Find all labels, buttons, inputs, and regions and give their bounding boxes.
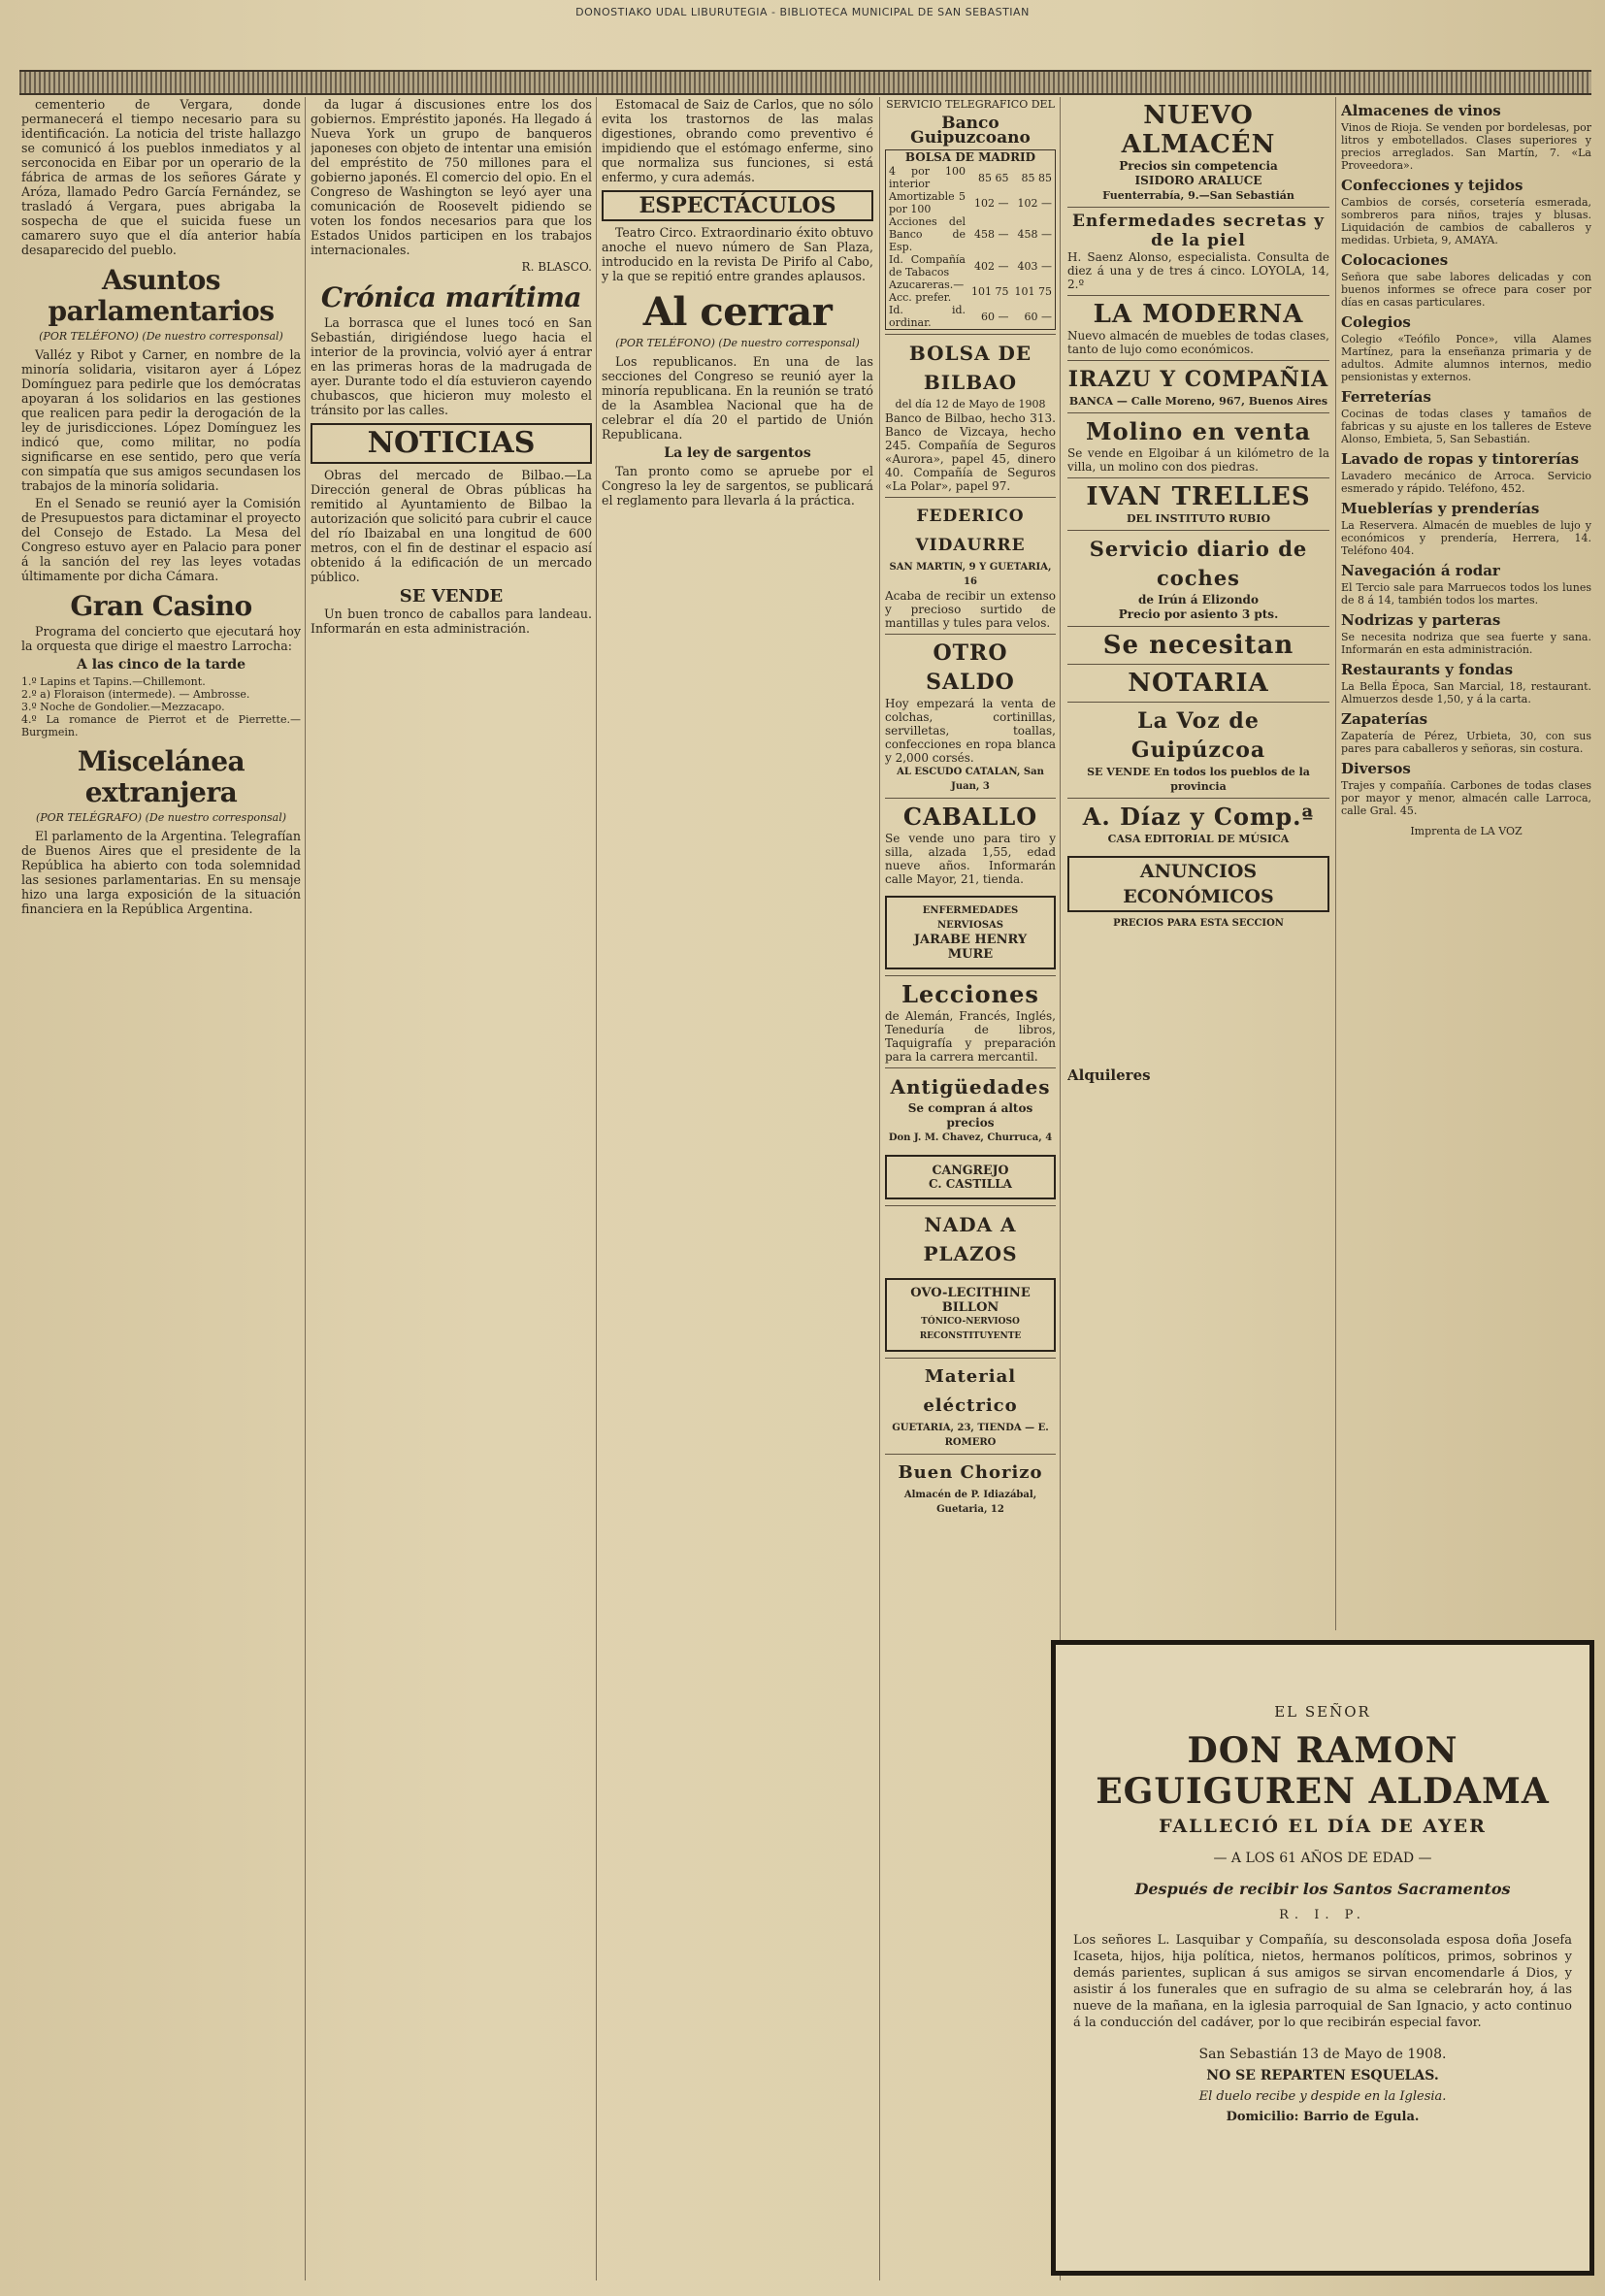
obituary-no-esquelas: NO SE REPARTEN ESQUELAS.	[1206, 2068, 1439, 2083]
classified-head: Mueblerías y prenderías	[1341, 500, 1540, 517]
program-item: 2.º a) Floraison (intermede). — Ambrosse.	[21, 688, 250, 701]
ad-title-molino: Molino en venta	[1086, 417, 1311, 445]
ad-address: Fuenterrabía, 9.—San Sebastián	[1102, 189, 1294, 202]
table-row: Acciones del Banco de Esp. 458 — 458 —	[889, 215, 1052, 253]
ad-title-ovo: OVO-LECITHINE BILLON	[910, 1286, 1031, 1315]
bank-quotes-table	[885, 149, 1056, 330]
imprenta-footer: Imprenta de LA VOZ	[1410, 825, 1523, 837]
classified-head: Restaurants y fondas	[1341, 661, 1514, 678]
ad-address: AL ESCUDO CATALAN, San Juan, 3	[897, 767, 1044, 792]
ad-title-lecciones: Lecciones	[901, 980, 1039, 1008]
section-subtitle: (POR TELÉGRAFO) (De nuestro corresponsal)	[35, 811, 287, 824]
jarabe-ad	[885, 896, 1056, 969]
article-text: da lugar á discusiones entre los dos gobiernos. Empréstito japonés. Ha llegado á Nueva York un grupo de banqueros japoneses con objeto de intentar una emisión del empréstito de 750 millones para el gobierno japonés. El comercio del opio. En el Congreso de Washington se leyó ayer una comunicación de Roosevelt pidiendo se voten los fondos necesarios para que los Estados Unidos participen en los trabajos internacionales.	[311, 97, 592, 257]
ad-title-ivan-trelles: IVAN TRELLES	[1086, 482, 1311, 511]
ad-text: H. Saenz Alonso, especialista. Consulta de diez á una y de tres á cinco. LOYOLA, 14, 2.º	[1067, 250, 1329, 291]
ad-subtitle: PRECIOS PARA ESTA SECCION	[1113, 918, 1284, 929]
ad-text: Se vende uno para tiro y silla, alzada 1,55, edad nueve años. Informarán calle Mayor, 21, tienda.	[885, 832, 1056, 886]
article-text: cementerio de Vergara, donde permanecerá el tiempo necesario para su identificación. La noticia del triste hallazgo se comunicó á los pueblos inmediatos y al serconocida en Eibar por un operario de la fábrica de armas de los señores Gárate y Aróza, llamado Pedro García Fernández, se trasladó á Vergara, pues abrigaba la sospecha de que el suicida fuese un camarero suyo que el día anterior había desaparecido del pueblo.	[21, 97, 301, 257]
column-2	[311, 97, 592, 2280]
ad-title-coches: Servicio diario de coches	[1089, 537, 1308, 590]
ad-subtitle: BANCA — Calle Moreno, 967, Buenos Aires	[1068, 395, 1328, 408]
ad-title-se-vende: SE VENDE	[399, 586, 504, 607]
library-header: DONOSTIAKO UDAL LIBURUTEGIA - BIBLIOTECA MUNICIPAL DE SAN SEBASTIAN	[575, 6, 1030, 18]
obituary-notice	[1051, 1640, 1594, 2276]
ad-text: Un buen tronco de caballos para landeau. Informarán en esta administración.	[311, 607, 592, 636]
ad-title-otro-saldo: OTRO SALDO	[926, 640, 1015, 695]
obituary-line: EL SEÑOR	[1274, 1703, 1371, 1721]
classified-text: Vinos de Rioja. Se venden por bordelesas, por litros y embotellados. Clases superiores y precios arreglados. San Martín, 7. «La Proveedora».	[1341, 121, 1591, 172]
article-text: Valléz y Ribot y Carner, en nombre de la minoría solidaria, visitaron ayer á López Domínguez para pedirle que los demócratas apoyaran á los solidarios en las gestiones que realicen para pedir la derogación de la ley de jurisdicciones. López Domínguez les indicó que, como militar, no podía significarse en ese sentido, pero que vería con simpatía que sus amigos secundasen los trabajos de la minoría solidaria.	[21, 347, 301, 493]
table-row: Amortizable 5 por 100 102 — 102 —	[889, 190, 1052, 215]
ad-text: Hoy empezará la venta de colchas, cortinillas, servilletas, toallas, confecciones en ropa blanca y 2,000 corsés.	[885, 697, 1056, 765]
obituary-name: DON RAMON EGUIGUREN ALDAMA	[1096, 1730, 1550, 1812]
table-row: Azucareras.—Acc. prefer. 101 75 101 75	[889, 279, 1052, 304]
masthead-rule	[19, 70, 1591, 95]
section-title-gran-casino: Gran Casino	[70, 590, 252, 622]
section-title-noticias: NOTICIAS	[311, 423, 592, 464]
banco-title: Banco Guipuzcoano	[910, 114, 1031, 148]
section-title-miscelanea: Miscelánea extranjera	[77, 745, 246, 808]
ad-price: Precio por asiento 3 pts.	[1118, 607, 1279, 621]
program-heading: A las cinco de la tarde	[76, 657, 246, 672]
ad-subtitle: de Irún á Elizondo	[1138, 593, 1259, 607]
ad-title-cangrejo: CANGREJO	[932, 1163, 1009, 1177]
subsection-title: La ley de sargentos	[664, 445, 811, 461]
ad-subtitle: SE VENDE En todos los pueblos de la provincia	[1087, 766, 1310, 793]
ad-title-diaz: A. Díaz y Comp.ª	[1082, 803, 1315, 831]
article-text: Programa del concierto que ejecutará hoy la orquesta que dirige el maestro Larrocha:	[21, 624, 301, 653]
ad-text: Se vende en Elgoibar á un kilómetro de la villa, un molino con dos piedras.	[1067, 446, 1329, 474]
classified-text: Trajes y compañía. Carbones de todas clases por mayor y menor, almacén calle Larroca, calle Gral. 45.	[1341, 779, 1591, 817]
article-text: Teatro Circo. Extraordinario éxito obtuvo anoche el nuevo número de San Plaza, introducido en la revista De Pirifo al Cabo, y la que se repitió entre grandes aplausos.	[602, 225, 873, 283]
column-1	[21, 97, 301, 2280]
section-subtitle: (POR TELÉFONO) (De nuestro corresponsal)	[615, 337, 860, 349]
section-subtitle: (POR TELÉFONO) (De nuestro corresponsal)	[39, 330, 283, 343]
obituary-age: — A LOS 61 AÑOS DE EDAD —	[1213, 1851, 1432, 1866]
classified-head: Almacenes de vinos	[1341, 102, 1501, 119]
classified-head: Colocaciones	[1341, 251, 1449, 269]
ad-subtitle: DEL INSTITUTO RUBIO	[1126, 512, 1271, 525]
program-item: 3.º Noche de Gondolier.—Mezzacapo.	[21, 701, 225, 713]
ad-title-notaria: NOTARIA	[1128, 669, 1269, 698]
ad-title-nada-plazos: NADA A PLAZOS	[923, 1213, 1018, 1265]
ad-title-enfermedades: Enfermedades secretas y de la piel	[1071, 212, 1326, 250]
article-text: Los republicanos. En una de las secciones del Congreso se reunió ayer la minoría republicana. En la reunión se trató de la Asamblea Nacional que ha de celebrar el día 20 el partido de Unión Republicana.	[602, 354, 873, 442]
section-title-espectaculos: ESPECTÁCULOS	[602, 190, 873, 221]
classified-head: Zapaterías	[1341, 710, 1428, 728]
ad-title-irazu: IRAZU Y COMPAÑIA	[1067, 367, 1329, 392]
obituary-died: FALLECIÓ EL DÍA DE AYER	[1159, 1816, 1487, 1837]
column-3	[602, 97, 873, 2280]
ad-subtitle: Se compran á altos precios	[907, 1101, 1033, 1130]
ad-address: GUETARIA, 23, TIENDA — E. ROMERO	[892, 1423, 1049, 1448]
obituary-duelo: El duelo recibe y despide en la Iglesia.	[1198, 2089, 1447, 2104]
cangrejo-ad	[885, 1155, 1056, 1199]
column-divider	[879, 97, 880, 2280]
ad-title-vidaurre: FEDERICO VIDAURRE	[915, 507, 1026, 555]
bolsa-bilbao-text: Banco de Bilbao, hecho 313. Banco de Vizcaya, hecho 245. Compañía de Seguros «Aurora», papel 45, dinero 40. Compañía de Seguros «La Polar», papel 97.	[885, 411, 1056, 493]
section-title-cronica: Crónica marítima	[320, 281, 582, 313]
classified-text: Se necesita nodriza que sea fuerte y sana. Informarán en esta administración.	[1341, 631, 1591, 656]
bolsa-bilbao-date: del día 12 de Mayo de 1908	[895, 398, 1046, 410]
classified-head: Navegación á rodar	[1341, 562, 1500, 579]
ad-subtitle: ENFERMEDADES NERVIOSAS	[922, 905, 1019, 931]
column-divider	[305, 97, 306, 2280]
article-signature: R. BLASCO.	[521, 260, 592, 274]
ad-title-se-necesitan: Se necesitan	[1102, 631, 1294, 660]
article-text: El parlamento de la Argentina. Telegrafían de Buenos Aires que el presidente de la República ha abierto con toda solemnidad las sesiones parlamentarias. En su mensaje hizo una larga exposición de la situación financiera en la República Argentina.	[21, 829, 301, 916]
table-row: Id. Compañía de Tabacos 402 — 403 —	[889, 253, 1052, 279]
ad-title-material: Material eléctrico	[923, 1366, 1018, 1416]
section-title-alquileres: Alquileres	[1067, 1066, 1151, 1084]
column-6	[1341, 97, 1591, 1630]
ad-subtitle: CASA EDITORIAL DE MÚSICA	[1107, 833, 1290, 845]
ad-title-nuevo-almacen: NUEVO ALMACÉN	[1121, 101, 1276, 159]
obituary-date: San Sebastián 13 de Mayo de 1908.	[1198, 2047, 1447, 2062]
obituary-domicilio: Domicilio: Barrio de Egula.	[1226, 2110, 1420, 2124]
classified-head: Ferreterías	[1341, 388, 1431, 406]
ad-text: Nuevo almacén de muebles de todas clases, tanto de lujo como económicos.	[1067, 329, 1329, 356]
classified-head: Colegios	[1341, 313, 1411, 331]
ad-subtitle: SAN MARTIN, 9 Y GUETARIA, 16	[889, 562, 1052, 587]
table-row: Id. id. ordinar. 60 — 60 —	[889, 304, 1052, 329]
ad-text: Acaba de recibir un extenso y precioso surtido de mantillas y tules para velos.	[885, 589, 1056, 630]
program-item: 4.º La romance de Pierrot et de Pierrette.—Burgmein.	[21, 713, 301, 738]
bolsa-madrid-heading: BOLSA DE MADRID	[904, 150, 1036, 164]
ad-title-la-moderna: LA MODERNA	[1093, 300, 1304, 329]
classified-text: La Reservera. Almacén de muebles de lujo y económicos y prendería, Herrera, 14. Teléfono 404.	[1341, 519, 1591, 557]
ad-subtitle: C. CASTILLA	[929, 1177, 1012, 1191]
section-title-asuntos: Asuntos parlamentarios	[48, 264, 275, 327]
servicio-heading: SERVICIO TELEGRAFICO DEL	[886, 98, 1055, 111]
classified-head: Lavado de ropas y tintorerías	[1341, 450, 1580, 468]
classified-text: Colegio «Teófilo Ponce», villa Alames Martínez, para la enseñanza primaria y de adultos. Admite alumnos internos, medio pensionistas y externos.	[1341, 333, 1591, 383]
ovo-ad	[885, 1278, 1056, 1352]
ad-text: de Alemán, Francés, Inglés, Teneduría de libros, Taquigrafía y preparación para la carrera mercantil.	[885, 1009, 1056, 1064]
obituary-sacraments: Después de recibir los Santos Sacramentos	[1134, 1880, 1511, 1898]
ad-subtitle: Precios sin competencia	[1119, 159, 1278, 173]
table-row: 4 por 100 interior 85 65 85 85	[889, 165, 1052, 190]
ad-address: Almacén de P. Idiazábal, Guetaria, 12	[903, 1490, 1037, 1515]
classified-text: Zapatería de Pérez, Urbieta, 30, con sus pares para caballeros y señoras, sin costura.	[1341, 730, 1591, 755]
classified-text: El Tercio sale para Marruecos todos los lunes de 8 á 14, también todos los martes.	[1341, 581, 1591, 607]
classified-text: Lavadero mecánico de Arroca. Servicio esmerado y rápido. Teléfono, 452.	[1341, 470, 1591, 495]
ad-title-jarabe: JARABE HENRY MURE	[913, 933, 1028, 962]
ad-owner: ISIDORO ARALUCE	[1134, 174, 1262, 187]
classified-text: Cocinas de todas clases y tamaños de fabricas y su ajuste en los talleres de Esteve Alonso, Embieta, 5, San Sebastián.	[1341, 408, 1591, 445]
column-divider	[596, 97, 597, 2280]
ad-title-chorizo: Buen Chorizo	[898, 1462, 1043, 1483]
section-title-anuncios: ANUNCIOS ECONÓMICOS	[1067, 856, 1329, 912]
classified-text: Cambios de corsés, corsetería esmerada, sombreros para niños, trajes y blusas. Liquidación de cambios de caballeros y medidas. Urbieta, 9, AMAYA.	[1341, 196, 1591, 246]
article-text: Obras del mercado de Bilbao.—La Dirección general de Obras públicas ha remitido al Ayuntamiento de Bilbao la autorización que solicitó para cubrir el cauce del río Ibaizabal en una longitud de 600 metros, con el fin de destinar el espacio así obtenido á la edificación de un mercado público.	[311, 468, 592, 584]
classified-text: Señora que sabe labores delicadas y con buenos informes se ofrece para coser por días en casas particulares.	[1341, 271, 1591, 309]
article-text: Tan pronto como se apruebe por el Congreso la ley de sargentos, se publicará el reglamento para llevarla á la práctica.	[602, 464, 873, 508]
classified-head: Diversos	[1341, 760, 1411, 777]
section-title-al-cerrar: Al cerrar	[642, 289, 833, 335]
article-text: En el Senado se reunió ayer la Comisión de Presupuestos para dictaminar el proyecto del Consejo de Estado. La Mesa del Congreso estuvo ayer en Palacio para poner á la sanción del rey las leyes votadas últimamente por dicha Cámara.	[21, 496, 301, 583]
classified-head: Confecciones y tejidos	[1341, 177, 1523, 194]
classified-head: Nodrizas y parteras	[1341, 611, 1501, 629]
ad-title-antiguedades: Antigüedades	[890, 1075, 1051, 1099]
article-text: La borrasca que el lunes tocó en San Sebastián, dirigiéndose luego hacia el interior de la provincia, volvió ayer á entrar en las primeras horas de la madrugada de ayer. Durante todo el día estuvieron cayendo chubascos, que hicieron muy molesto el tránsito por las calles.	[311, 315, 592, 417]
ad-title-caballo: CABALLO	[902, 803, 1038, 831]
program-item: 1.º Lapins et Tapins.—Chillemont.	[21, 675, 206, 688]
obituary-rip: R. I. P.	[1279, 1908, 1366, 1922]
classified-text: La Bella Época, San Marcial, 18, restaurant. Almuerzos desde 1,50, y á la carta.	[1341, 680, 1591, 705]
bolsa-bilbao-title: BOLSA DE BILBAO	[908, 342, 1032, 394]
ad-title-la-voz: La Voz de Guipúzcoa	[1130, 708, 1266, 763]
ad-subtitle: TÓNICO-NERVIOSO RECONSTITUYENTE	[919, 1317, 1022, 1341]
obituary-text: Los señores L. Lasquibar y Compañía, su desconsolada esposa doña Josefa Icaseta, hijos, hija política, nietos, hermanos políticos, primos, sobrinos y demás parientes, suplican á sus amigos se sirvan encomendarle á Dios, y asistir á los funerales que en sufragio de su alma se celebrarán hoy, á las nueve de la mañana, en la iglesia parroquial de San Ignacio, y acto continuo á la conducción del cadáver, por lo que recibirán especial favor.	[1073, 1933, 1572, 2030]
column-4	[885, 97, 1056, 2280]
article-text: Estomacal de Saiz de Carlos, que no sólo evita los trastornos de las malas digestiones, obrando como preventivo é impidiendo que el estómago enferme, sino que normaliza sus funciones, si está enfermo, y cura además.	[602, 97, 873, 184]
ad-address: Don J. M. Chavez, Churruca, 4	[888, 1132, 1053, 1143]
column-divider	[1335, 97, 1336, 1630]
